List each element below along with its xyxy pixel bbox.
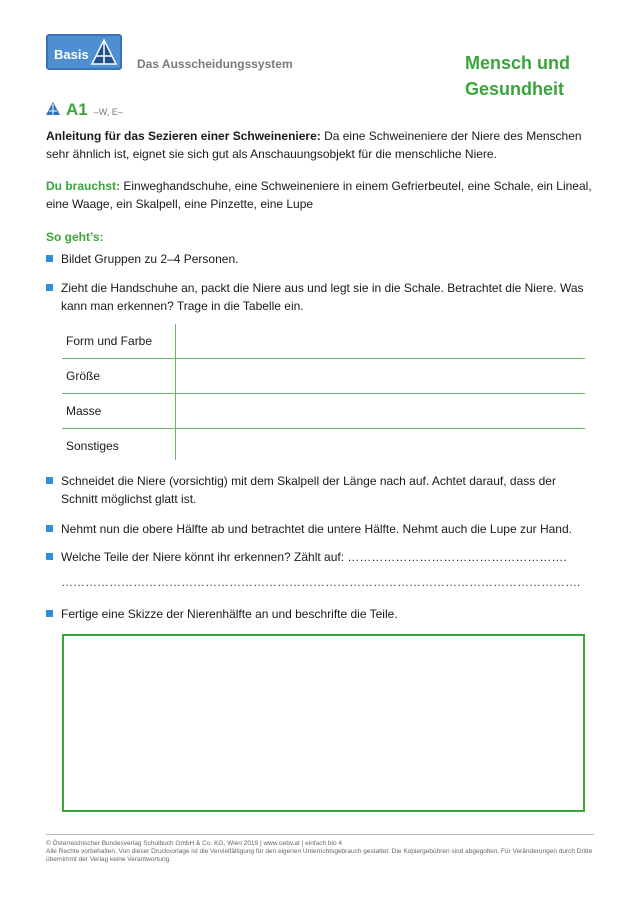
table-row xyxy=(62,324,585,359)
bullet-square-icon xyxy=(46,284,53,291)
materials-label: Du brauchst: xyxy=(46,179,121,193)
task-heading xyxy=(46,100,123,120)
bullet-square-icon xyxy=(46,610,53,617)
footer-rights: Alle Rechte vorbehalten. Von dieser Druckvorlage ist die Vervielfältigung für den eigenen Unterrichtsgebrauch gestattet. Die Kopiergebühren sind abgegolten. Für Veränderungen durch Dritte übernimmt der Verlag keine Verantwortung. xyxy=(46,848,593,863)
observation-table xyxy=(62,324,585,463)
row-label: Masse xyxy=(66,404,102,418)
step-text: Schneidet die Niere (vorsichtig) mit dem Skalpell der Länge nach auf. Achtet darauf, dass der Schnitt möglichst glatt ist. xyxy=(61,474,556,506)
basis-logo xyxy=(46,34,122,70)
answer-line: …………………………………………………………………………………………………………………. xyxy=(61,575,581,589)
bullet-square-icon xyxy=(46,553,53,560)
step-item xyxy=(46,520,594,538)
row-label: Form und Farbe xyxy=(66,334,153,348)
step-text: Fertige eine Skizze der Nierenhälfte an und beschrifte die Teile. xyxy=(61,607,398,621)
logo-text: Basis xyxy=(54,47,89,62)
step-item xyxy=(46,548,594,566)
footer-divider xyxy=(46,834,594,835)
step-text: Bildet Gruppen zu 2–4 Personen. xyxy=(61,252,239,266)
footer xyxy=(46,840,606,864)
intro-paragraph xyxy=(46,127,594,163)
task-meta: –W, E– xyxy=(93,107,123,117)
step-item xyxy=(46,605,594,623)
step-text: Welche Teile der Niere könnt ihr erkennen? Zählt auf: ………………………………………………. xyxy=(61,550,567,564)
step-text: Zieht die Handschuhe an, packt die Niere aus und legt sie in die Schale. Betrachtet die Niere. Was kann man erkennen? Trage in die Tabelle ein. xyxy=(61,281,584,313)
topic-title: Das Ausscheidungssystem xyxy=(137,57,293,71)
subject-line-1: Mensch und xyxy=(465,53,571,73)
bullet-square-icon xyxy=(46,255,53,262)
sketch-box xyxy=(62,634,585,812)
triangle-logo-icon xyxy=(90,38,118,66)
bullet-square-icon xyxy=(46,525,53,532)
table-row xyxy=(62,394,585,429)
subject-line-2: Gesundheit xyxy=(465,79,565,99)
intro-text: Da eine Schweineniere der Niere des Menschen sehr ähnlich ist, eignet sie sich gut als Anschauungsobjekt für die menschliche Niere. xyxy=(46,129,582,161)
step-text: Nehmt nun die obere Hälfte ab und betrachtet die untere Hälfte. Nehmt auch die Lupe zur Hand. xyxy=(61,522,572,536)
intro-bold: Anleitung für das Sezieren einer Schweineniere: xyxy=(46,129,321,143)
step-item xyxy=(46,250,594,268)
bullet-square-icon xyxy=(46,477,53,484)
row-label: Sonstiges xyxy=(66,439,119,453)
task-number: A1 xyxy=(66,100,88,119)
row-label: Größe xyxy=(66,369,101,383)
table-row xyxy=(62,359,585,394)
steps-heading: So geht’s: xyxy=(46,230,104,244)
materials-text: Einweghandschuhe, eine Schweineniere in einem Gefrierbeutel, eine Schale, ein Lineal, eine Waage, ein Skalpell, eine Pinzette, eine Lupe xyxy=(46,179,592,211)
step-item xyxy=(46,472,594,508)
table-divider xyxy=(175,324,176,460)
materials-paragraph xyxy=(46,177,594,213)
table-row xyxy=(62,429,585,463)
footer-copyright: © Österreichischer Bundesverlag Schulbuch GmbH & Co. KG, Wien 2019 | www.oebv.at | einfach bio 4 xyxy=(46,840,342,847)
step-item xyxy=(46,279,594,315)
subject-title xyxy=(465,50,570,102)
level-triangle-icon xyxy=(46,102,60,115)
